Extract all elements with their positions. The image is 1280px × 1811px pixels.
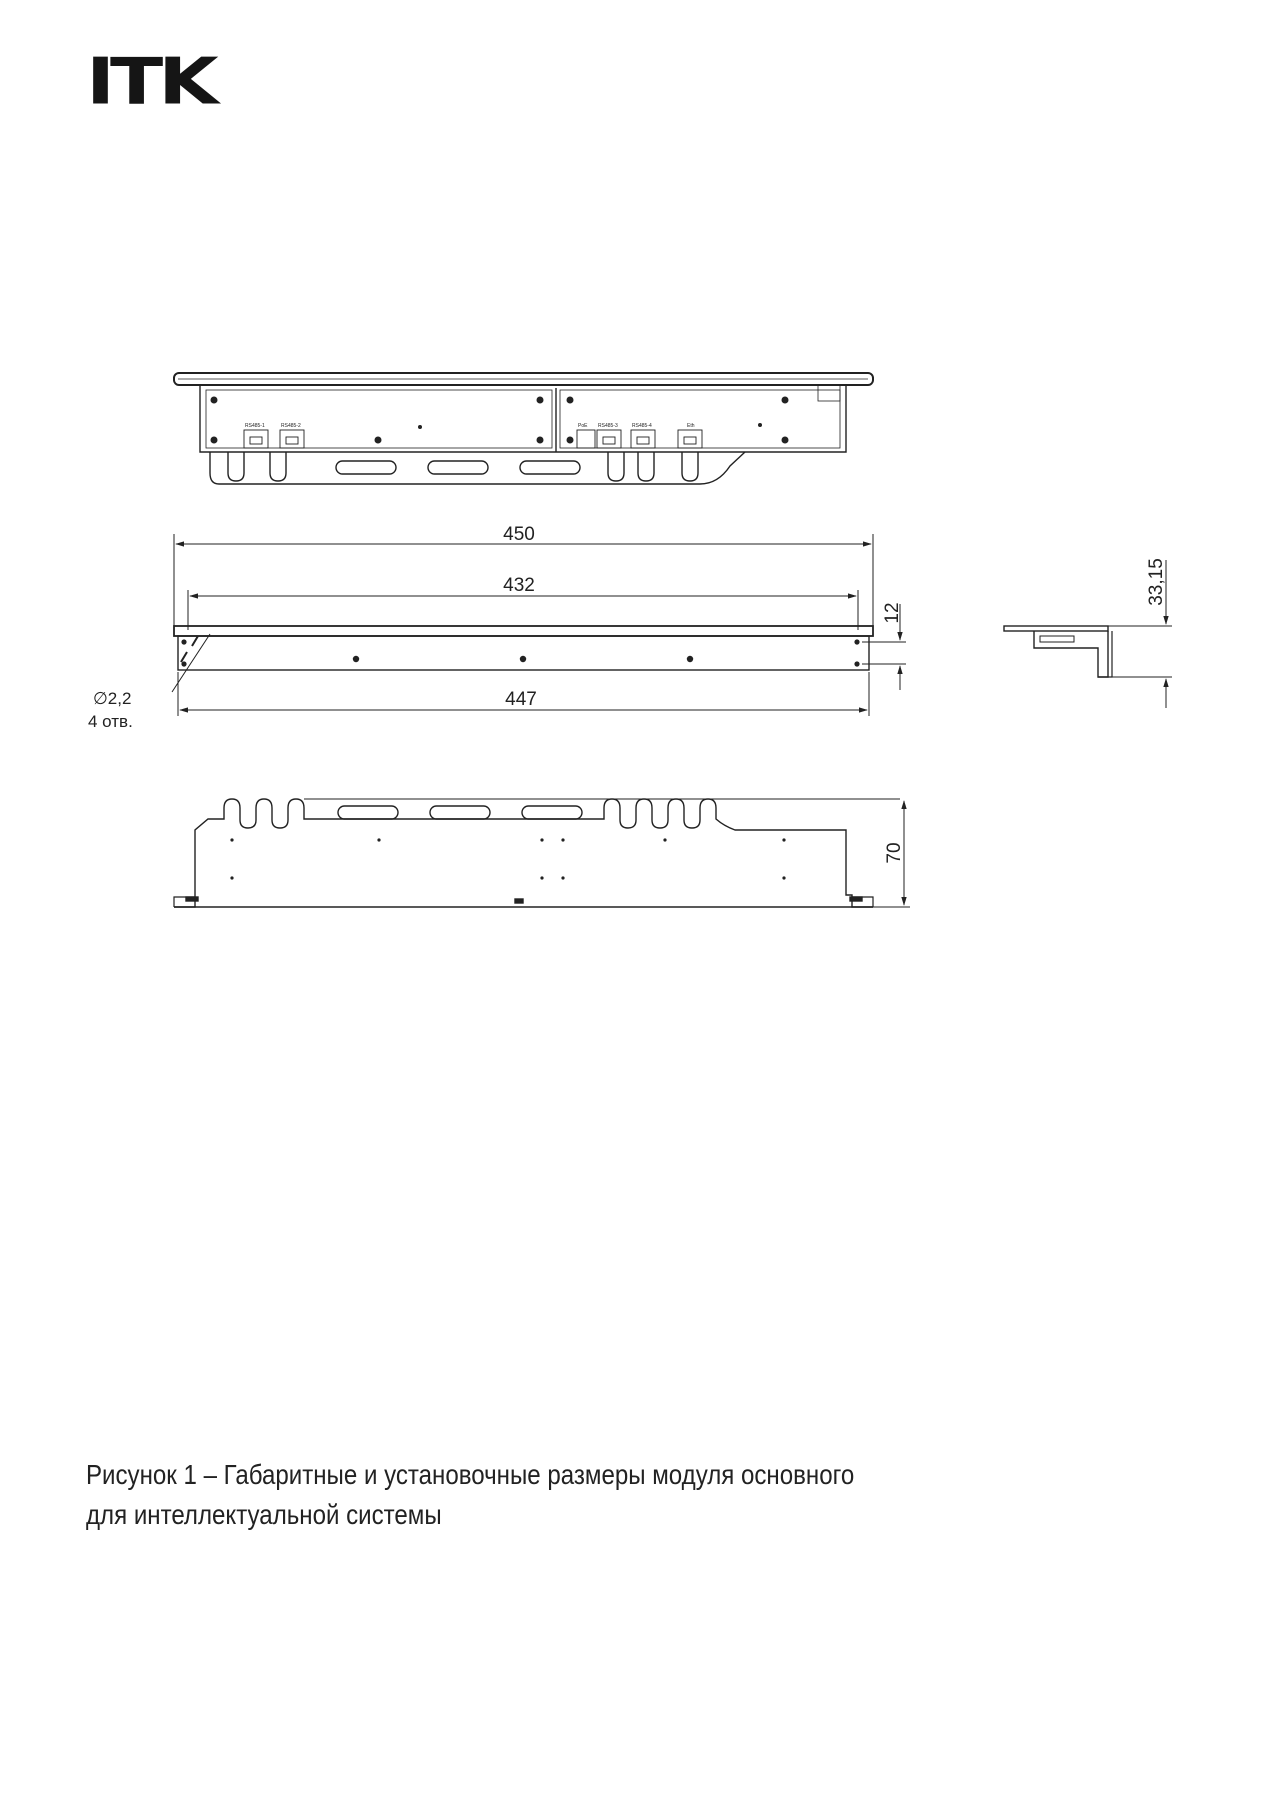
caption-line-2: для интеллектуальной системы [86, 1499, 442, 1530]
bottom-view-bracket-outline [174, 799, 873, 907]
dim-label-450: 450 [503, 524, 535, 545]
hole-note-diameter: ∅2,2 [93, 689, 132, 708]
port-label-rs485-4: RS485-4 [632, 423, 652, 429]
dim-label-432: 432 [503, 575, 535, 596]
side-view-panel [1004, 626, 1108, 631]
port-label-eth: Eth [687, 423, 695, 429]
port-label-poe: PoE [578, 423, 588, 429]
port-label-rs485-3: RS485-3 [598, 423, 618, 429]
caption-line-1: Рисунок 1 – Габаритные и установочные размеры модуля основного [86, 1459, 855, 1490]
dim-label-447: 447 [505, 689, 537, 710]
dim-label-70: 70 [884, 842, 905, 864]
bottom-view-holes [230, 838, 785, 879]
top-view [88, 524, 906, 731]
port-labels [245, 423, 695, 429]
port-label-rs485-2: RS485-2 [281, 423, 301, 429]
itk-logo: ITK [86, 45, 214, 119]
top-view-bracket [178, 636, 869, 670]
side-view-bracket [1034, 631, 1108, 677]
front-bracket-outline [210, 452, 745, 484]
dim-label-12: 12 [882, 602, 903, 624]
figure-caption [86, 1455, 854, 1535]
front-bracket-slots [228, 452, 698, 481]
dim-label-33-15: 33,15 [1146, 558, 1167, 606]
front-body-outline [200, 385, 846, 452]
side-view [1004, 558, 1172, 708]
hole-note-count: 4 отв. [88, 712, 133, 731]
port-label-rs485-1: RS485-1 [245, 423, 265, 429]
front-view [174, 373, 873, 484]
top-view-holes [181, 639, 859, 666]
bottom-view [174, 799, 910, 907]
top-view-panel [174, 626, 873, 636]
front-ports [244, 430, 702, 448]
